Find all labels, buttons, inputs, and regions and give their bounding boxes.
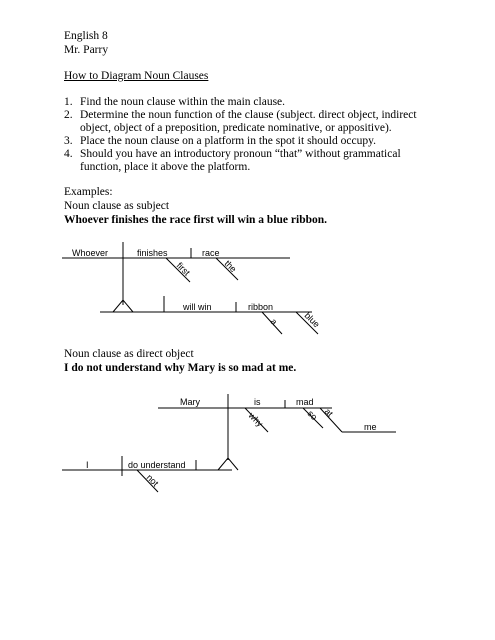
- word-a: a: [268, 316, 280, 327]
- course-name: English 8: [64, 30, 108, 42]
- sentence-diagram-2: [0, 380, 495, 500]
- step-number: 1.: [64, 96, 73, 108]
- step-text: Find the noun clause within the main clause.: [80, 96, 286, 108]
- word-i: I: [86, 460, 89, 470]
- word-mary: Mary: [180, 397, 200, 407]
- step-number: 2.: [64, 109, 73, 121]
- word-me: me: [364, 422, 377, 432]
- example1-sentence: Whoever finishes the race first will win a blue ribbon.: [64, 214, 328, 226]
- example1-caption: Noun clause as subject: [64, 200, 170, 212]
- word-the: the: [222, 258, 239, 275]
- word-is: is: [254, 397, 261, 407]
- word-ribbon: ribbon: [248, 302, 274, 312]
- instruction-step: [64, 135, 436, 148]
- step-text: Determine the noun function of the clause (subject. direct object, indirect object, object of a preposition, predicate nominative, or appositive).: [80, 109, 417, 134]
- instruction-step: [64, 109, 436, 135]
- document-title: How to Diagram Noun Clauses: [64, 70, 209, 82]
- word-not: not: [144, 472, 161, 489]
- instruction-list: [64, 96, 436, 174]
- word-mad: mad: [296, 397, 314, 407]
- word-first: first: [174, 260, 192, 278]
- step-text: Should you have an introductory pronoun “that” without grammatical function, place it above the platform.: [80, 148, 401, 173]
- word-whoever: Whoever: [72, 248, 109, 258]
- step-number: 3.: [64, 135, 73, 147]
- word-so: so: [305, 408, 320, 423]
- step-text: Place the noun clause on a platform in the spot it should occupy.: [80, 135, 376, 147]
- example2-sentence: I do not understand why Mary is so mad at me.: [64, 362, 297, 374]
- word-at: at: [322, 406, 335, 419]
- word-why: why: [246, 410, 265, 429]
- word-will-win: will win: [183, 302, 212, 312]
- teacher-name: Mr. Parry: [64, 44, 109, 56]
- instruction-step: [64, 148, 436, 174]
- sentence-diagram-1: [0, 230, 495, 350]
- step-number: 4.: [64, 148, 73, 160]
- word-blue: blue: [302, 310, 322, 330]
- example2-caption: Noun clause as direct object: [64, 348, 194, 360]
- instruction-step: [64, 96, 436, 109]
- word-race: race: [202, 248, 220, 258]
- examples-label: Examples:: [64, 186, 113, 198]
- word-do-understand: do understand: [128, 460, 186, 470]
- word-finishes: finishes: [137, 248, 168, 258]
